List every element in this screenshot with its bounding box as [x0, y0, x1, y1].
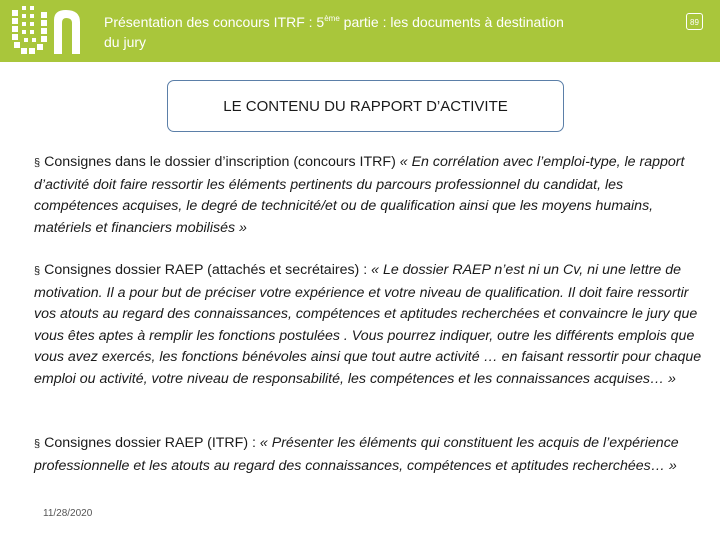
slide-title-superscript: ème — [324, 14, 340, 23]
header-bar — [0, 0, 720, 62]
paragraph-lead: Consignes dossier RAEP (attachés et secrétaires) : — [44, 262, 368, 278]
slide-title-part2: partie : les documents à destination du jury — [104, 14, 564, 50]
paragraph-quote: « Présenter les éléments qui constituent les acquis de l’expérience professionnelle et les atouts au regard des connaissances, compétences et aptitudes recherchées… » — [34, 435, 679, 474]
paragraph-lead: Consignes dossier RAEP (ITRF) : — [44, 435, 256, 451]
paragraph-inscription — [34, 152, 704, 239]
section-title: LE CONTENU DU RAPPORT D’ACTIVITE — [223, 97, 508, 115]
paragraph-raep-itrf — [34, 433, 704, 477]
slide-title-part1: Présentation des concours ITRF : 5 — [104, 14, 325, 30]
paragraph-quote: « Le dossier RAEP n’est ni un Cv, ni une lettre de motivation. Il a pour but de préciser votre expérience et votre niveau de qualification. Il doit faire ressortir vos atouts au regard des connaissances, compétences et aptitudes recherchées et convaincre le jury que vous êtes aptes à remplir les fonctions postulées . Vous pourrez indiquer, outre les différents emplois que vous avez exercés, les fonctions bénévoles ainsi que tout autre activité … en faisant ressortir pour chaque emploi ou activité, votre niveau de responsabilité, les compétences et les connaissances acquises… » — [34, 262, 702, 387]
slide-title — [104, 12, 574, 52]
paragraph-raep-attaches — [34, 260, 704, 390]
bullet-icon: § — [34, 265, 41, 277]
university-un-logo-icon — [8, 4, 92, 58]
paragraph-lead: Consignes dans le dossier d’inscription (concours ITRF) — [44, 154, 396, 170]
page-number-badge: 89 — [686, 13, 703, 30]
bullet-icon: § — [34, 157, 41, 169]
footer-date: 11/28/2020 — [43, 508, 93, 519]
bullet-icon: § — [34, 438, 41, 450]
paragraph-quote: « En corrélation avec l’emploi-type, le rapport d’activité doit faire ressortir les éléments pertinents du parcours professionnel du candidat, les compétences acquises, le degré de technicité/et ou de qualification ainsi que les moyens humains, matériels et financiers mobilisés » — [34, 154, 685, 236]
section-title-box — [167, 80, 564, 132]
